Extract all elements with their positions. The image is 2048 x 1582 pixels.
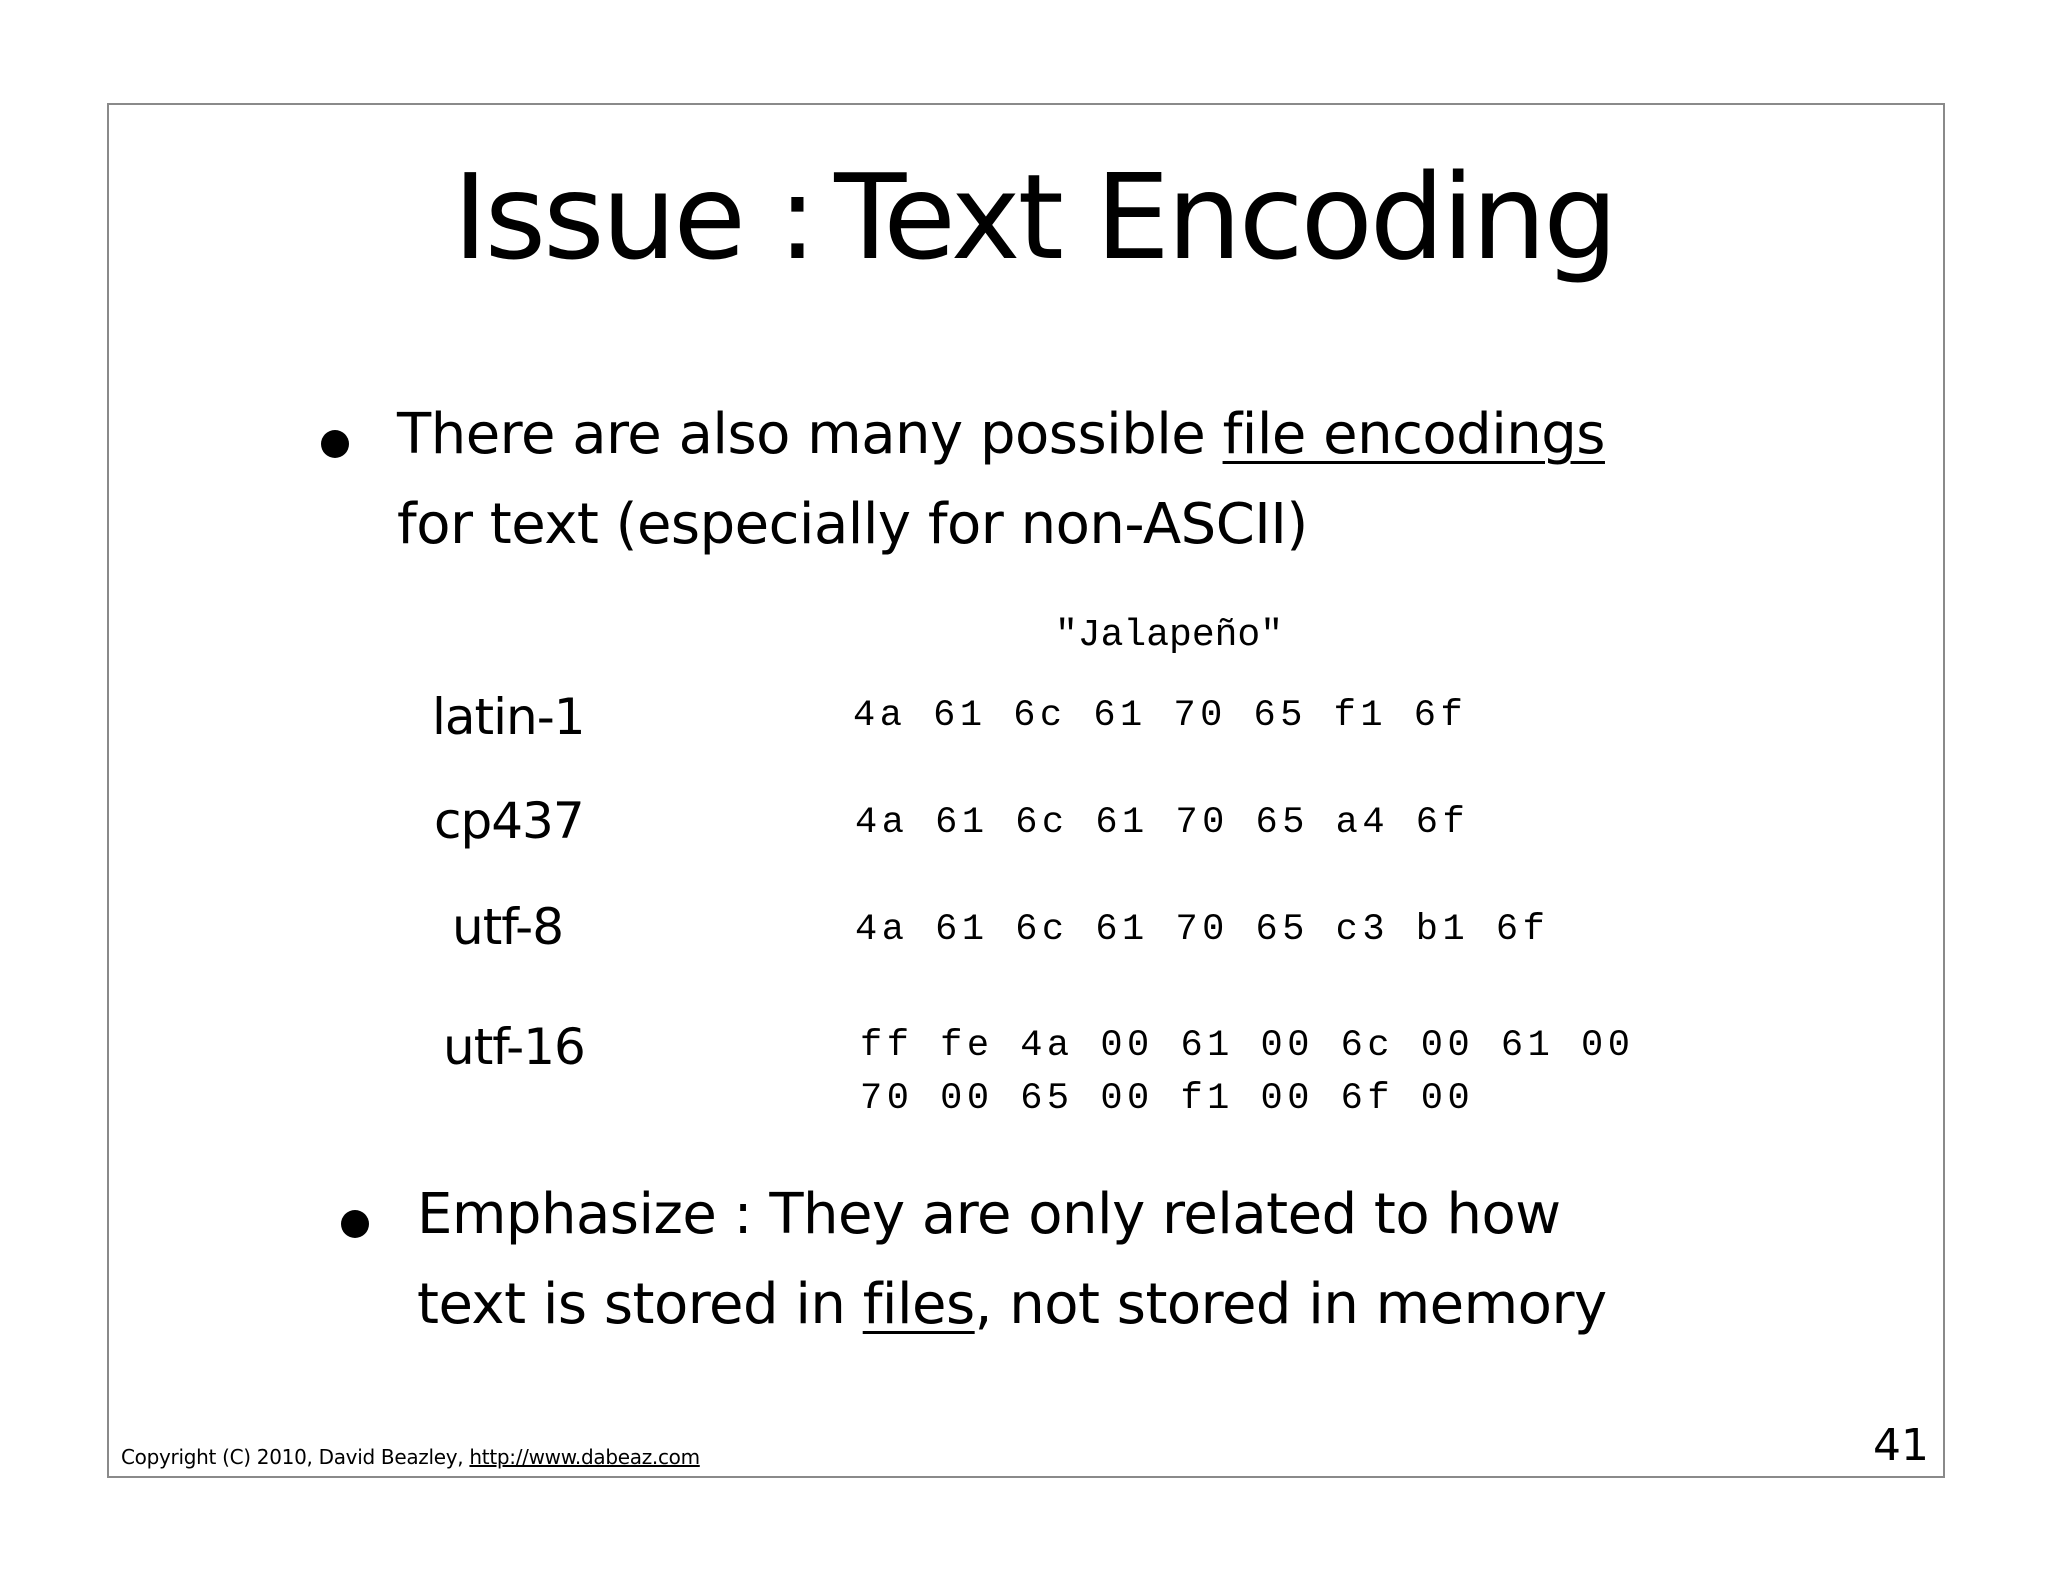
bullet2-line2 [417, 1260, 1607, 1350]
copyright-footer [121, 1445, 700, 1469]
bullet1-line2: for text (especially for non-ASCII) [397, 492, 1308, 557]
bullet-dot [341, 1210, 369, 1238]
encoding-name-utf16: utf-16 [443, 1018, 585, 1076]
dabeaz-link[interactable]: http://www.dabeaz.com [469, 1445, 700, 1469]
example-word: "Jalapeño" [1055, 614, 1284, 657]
bullet-emphasize [417, 1170, 1607, 1350]
bullet-file-encodings [397, 390, 1605, 570]
encoding-name-cp437: cp437 [434, 792, 584, 850]
page-number: 41 [1873, 1420, 1929, 1471]
encoding-name-latin1: latin-1 [432, 688, 585, 746]
encoding-bytes-utf16: ff fe 4a 00 61 00 6c 00 61 00 70 00 65 00 f1 00 6f 00 [860, 1025, 1635, 1120]
title-part2: Text Encoding [834, 148, 1616, 286]
bullet2-text-before: text is stored in [417, 1272, 863, 1337]
file-encodings-underline: file encodings [1222, 402, 1605, 467]
bullet-dot [321, 430, 349, 458]
bullet1-text: There are also many possible [397, 402, 1223, 467]
title-part1: Issue : [452, 148, 815, 286]
bullet2-line1: Emphasize : They are only related to how [417, 1182, 1561, 1247]
encoding-bytes-cp437: 4a 61 6c 61 70 65 a4 6f [855, 802, 1470, 844]
slide-title [0, 148, 2048, 286]
bullet1-line1 [397, 390, 1605, 480]
files-underline: files [862, 1272, 975, 1337]
copyright-text: Copyright (C) 2010, David Beazley, [121, 1445, 470, 1469]
bullet2-text-after: , not stored in memory [974, 1272, 1607, 1337]
encoding-bytes-latin1: 4a 61 6c 61 70 65 f1 6f [853, 695, 1468, 737]
encoding-bytes-utf8: 4a 61 6c 61 70 65 c3 b1 6f [855, 909, 1550, 951]
encoding-name-utf8: utf-8 [452, 898, 564, 956]
